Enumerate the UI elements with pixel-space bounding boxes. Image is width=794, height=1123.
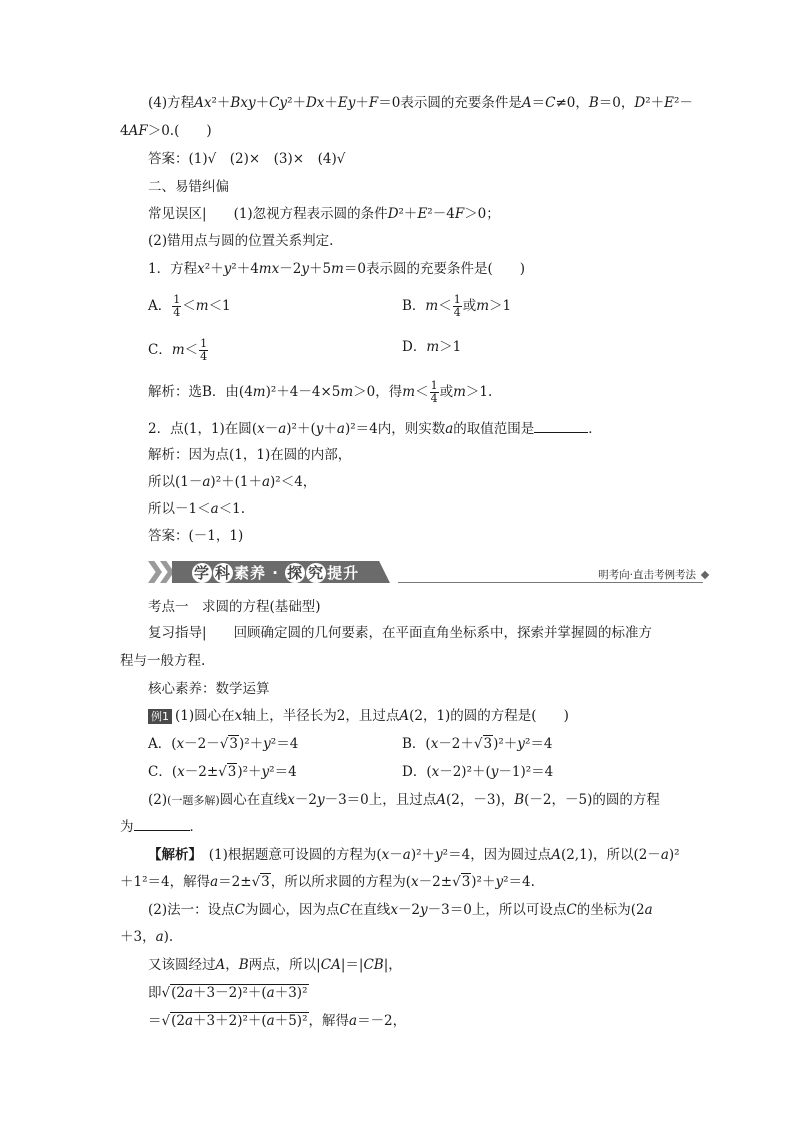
review-label: 复习指导 [148, 625, 202, 641]
problem1-option-d: D．m＞1 [402, 339, 462, 355]
example1-option-d: D．(x－2)²＋(y－1)²＝4 [402, 764, 554, 780]
example-tag: 例1 [148, 709, 172, 724]
example1-stem2-line2: 为 ． [120, 819, 203, 835]
example1-option-c: C．(x－2±√3)²＋y²＝4 [148, 764, 297, 780]
problem2-sol-line1: 解析：因为点(1，1)在圆的内部， [148, 447, 352, 463]
answer-blank[interactable] [134, 818, 190, 831]
problem1-option-b: B．m＜ $\frac{1}{4}$ 或m＞1 [402, 293, 512, 319]
core-literacy: 核心素养：数学运算 [148, 681, 270, 697]
kaodian-title: 考点一 求圆的方程(基础型) [148, 599, 321, 615]
example1-stem2: (2)(一题多解)圆心在直线x－2y－3＝0上，且过点A(2，－3)，B(－2，－5)的圆的方程 [148, 792, 660, 808]
answer-blank[interactable] [534, 420, 588, 433]
banner-title: 学 科 素养 · 探 究 提升 [193, 564, 360, 582]
problem1-option-c: C．m＜ $\frac{1}{4}$ [148, 337, 208, 363]
common-errors-label: 常见误区 [148, 206, 202, 222]
q4-line1: (4)方程Ax²＋Bxy＋Cy²＋Dx＋Ey＋F＝0表示圆的充要条件是A＝C≠0，B＝0，D²＋E²－ [148, 95, 693, 111]
section-title-2: 二、易错纠偏 [148, 179, 229, 195]
diamond-icon [701, 571, 709, 579]
analysis-line1: 【解析】 (1)根据题意可设圆的方程为(x－a)²＋y²＝4，因为圆过点A(2,1)，所以(2－a)² [148, 847, 680, 863]
method1-line5: ＝√(2a＋3＋2)²＋(a＋5)²，解得a＝－2， [148, 1013, 407, 1029]
method1-line4: 即√(2a＋3－2)²＋(a＋3)² [148, 985, 308, 1001]
section-banner [148, 557, 710, 587]
problem2-stem: 2．点(1，1)在圆(x－a)²＋(y＋a)²＝4内，则实数a的取值范围是 ． [148, 421, 602, 437]
example1-option-a: A．(x－2－√3)²＋y²＝4 [148, 736, 299, 752]
review-guide-line2: 程与一般方程. [120, 653, 206, 669]
example1-option-b: B．(x－2＋√3)²＋y²＝4 [402, 736, 553, 752]
problem2-sol-line3: 所以－1＜a＜1. [148, 501, 246, 517]
common-errors-line: 常见误区| (1)忽视方程表示圆的条件D²＋E²－4F＞0； [148, 206, 500, 222]
method1-line3: 又该圆经过A，B两点，所以|CA|＝|CB|， [148, 957, 402, 973]
answer-1: 答案：(1)√ (2)× (3)× (4)√ [148, 151, 346, 167]
problem2-answer: 答案：(－1，1) [148, 528, 244, 544]
analysis-line2: ＋1²＝4，解得a＝2±√3，所以所求圆的方程为(x－2±√3)²＋y²＝4. [120, 874, 535, 890]
example1-stem1: 例1 (1)圆心在x轴上，半径长为2，且过点A(2，1)的圆的方程是( ) [148, 707, 569, 725]
common-errors-item2: (2)错用点与圆的位置关系判定. [148, 233, 334, 249]
problem1-solution: 解析：选B．由(4m)²＋4－4×5m＞0，得m＜ $\frac{1}{4}$ 或m＞1. [148, 379, 493, 405]
chevron-icon [160, 561, 174, 583]
method1-line1: (2)法一：设点C为圆心，因为点C在直线x－2y－3＝0上，所以可设点C的坐标为(2a [148, 902, 653, 918]
banner-right-text: 明考向·直击考例考法 [598, 569, 696, 581]
chevron-icon [148, 561, 162, 583]
review-guide-line1: 复习指导| 回顾确定圆的几何要素，在平面直角坐标系中，探索并掌握圆的标准方 [148, 625, 653, 641]
method1-line2: ＋3，a). [120, 929, 174, 945]
problem1-option-a: A． $\frac{1}{4}$ ＜m＜1 [148, 293, 231, 319]
problem1-stem: 1．方程x²＋y²＋4mx－2y＋5m＝0表示圆的充要条件是( ) [148, 261, 525, 277]
q4-line2: 4AF＞0.( ) [120, 123, 212, 139]
problem2-sol-line2: 所以(1－a)²＋(1＋a)²＜4， [148, 474, 317, 490]
